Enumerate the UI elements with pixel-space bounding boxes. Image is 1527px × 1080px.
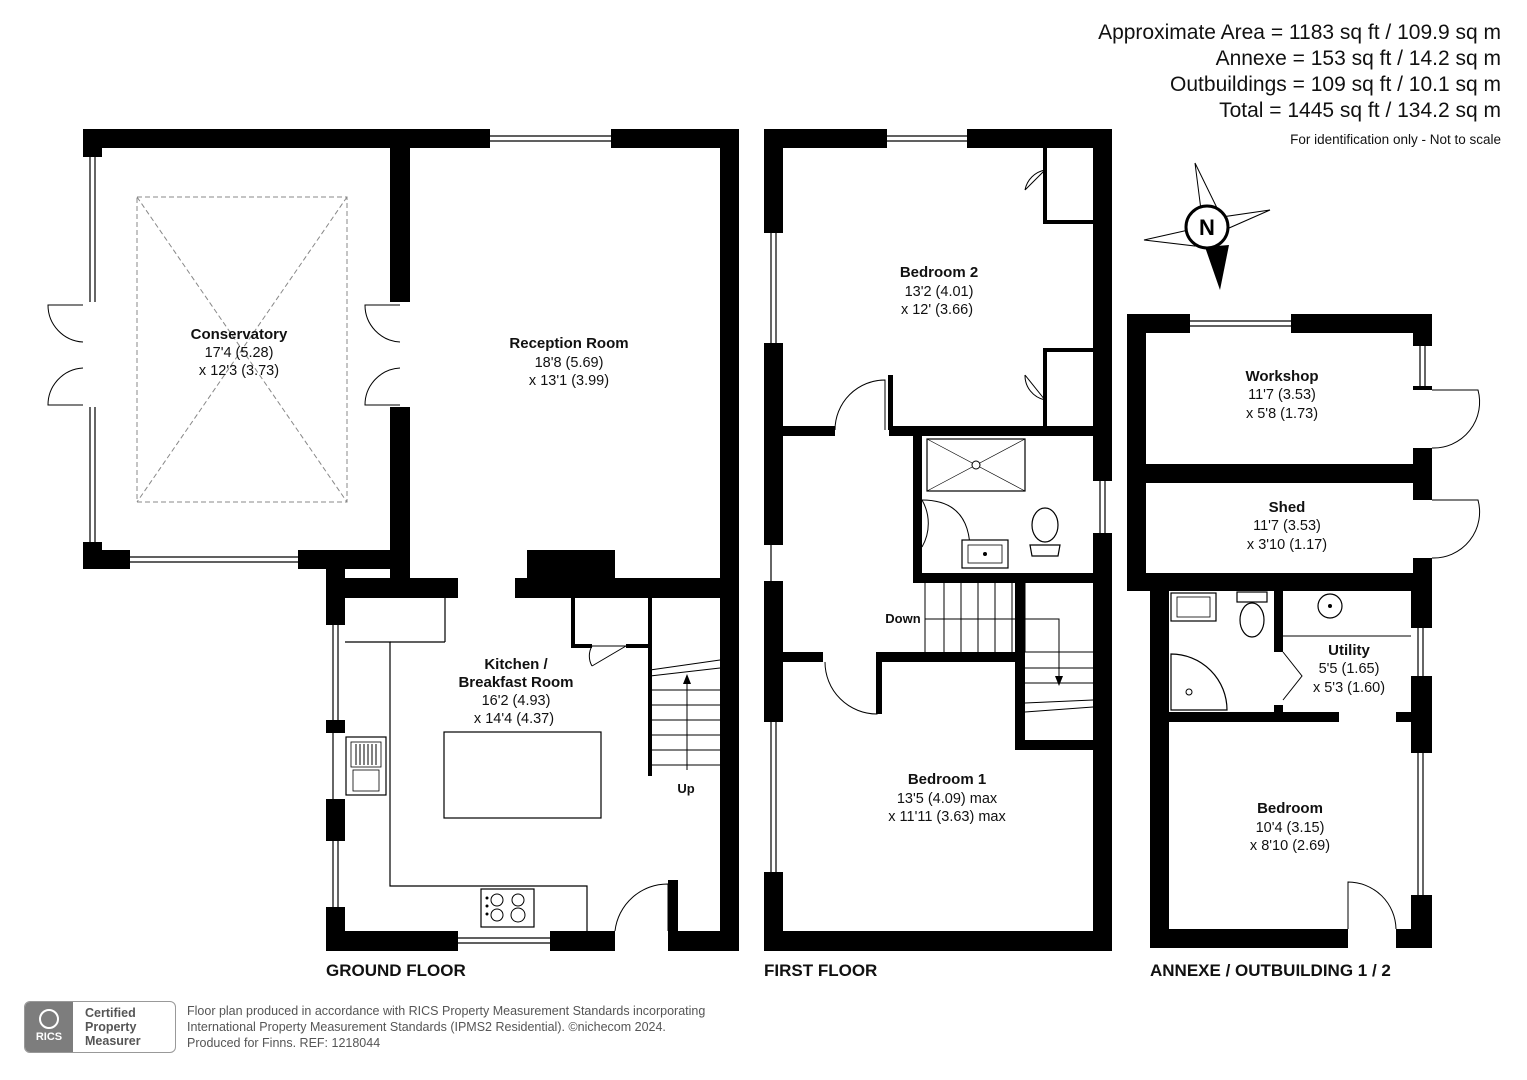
first-floor-title: FIRST FLOOR [764,961,878,980]
ground-stairs [650,598,720,776]
utility-dim2: x 5'3 (1.60) [1312,680,1386,696]
toilet-icon [1030,508,1060,556]
hob-icon [481,889,534,927]
bedroom1-dim2: x 11'11 (3.63) max [888,809,1006,825]
ground-floor-title: GROUND FLOOR [326,961,466,980]
rics-logo [25,1002,73,1052]
workshop-dim1: 11'7 (3.53) [1248,387,1316,403]
total-area: Total = 1445 sq ft / 134.2 sq m [1219,99,1501,122]
bedroom1-dim1: 13'5 (4.09) max [896,791,998,807]
badge-line3: Measurer [85,1034,141,1048]
utility-name: Utility [1328,642,1370,659]
outbuildings-area: Outbuildings = 109 sq ft / 10.1 sq m [1170,73,1501,96]
shed-dim1: 11'7 (3.53) [1253,518,1321,534]
annexe-shower-icon [1171,654,1227,710]
badge-line2: Property [85,1020,137,1034]
footer-line2: International Property Measurement Standards (IPMS2 Residential). ©nichecom 2024. [187,1020,666,1034]
conservatory-dim2: x 12'3 (3.73) [198,363,280,379]
kitchen-dim2: x 14'4 (4.37) [473,711,555,727]
basin-icon [962,540,1008,568]
badge-line1: Certified [85,1006,136,1020]
conservatory-name: Conservatory [190,326,288,343]
first-stairs [925,583,1093,712]
reception-name: Reception Room [509,335,629,352]
annexe-toilet-icon [1237,592,1267,637]
annexe-basin-icon [1171,593,1216,621]
shower-tray-icon [927,439,1025,491]
kitchen-dim1: 16'2 (4.93) [481,693,551,709]
compass-icon [1144,163,1270,290]
workshop-name: Workshop [1245,368,1319,385]
footer-line1: Floor plan produced in accordance with RICS Property Measurement Standards incorporating [187,1004,706,1018]
annexe-title: ANNEXE / OUTBUILDING 1 / 2 [1150,961,1391,980]
rics-logo-text: RICS [35,1031,63,1043]
annexe-bedroom-name: Bedroom [1257,800,1323,817]
globe-icon [39,1009,59,1029]
shed-name: Shed [1268,499,1306,516]
footer-line3: Produced for Finns. REF: 1218044 [187,1036,381,1050]
approximate-area: Approximate Area = 1183 sq ft / 109.9 sq m [1098,21,1501,44]
rics-badge [24,1001,176,1053]
rics-badge-text [85,1006,141,1048]
utility-dim1: 5'5 (1.65) [1318,661,1380,677]
shed-dim2: x 3'10 (1.17) [1246,537,1328,553]
annexe-bedroom-dim1: 10'4 (3.15) [1255,820,1325,836]
stairs-up-label: Up [677,781,695,796]
stairs-down-label: Down [885,611,921,626]
reception-dim2: x 13'1 (3.99) [528,373,610,389]
bedroom2-name: Bedroom 2 [899,264,979,281]
conservatory-dim1: 17'4 (5.28) [204,345,274,361]
utility-sink-icon [1318,594,1342,618]
bedroom2-dim2: x 12' (3.66) [900,302,974,318]
kitchen-island [444,732,601,818]
annexe-bedroom-dim2: x 8'10 (2.69) [1249,838,1331,854]
first-floor-plan [764,129,1112,951]
footer-notice [187,1003,705,1051]
kitchen-name1: Kitchen / [484,656,548,673]
compass-label: N [1199,215,1215,240]
reception-dim1: 18'8 (5.69) [534,355,604,371]
kitchen-name2: Breakfast Room [458,674,574,691]
bedroom2-dim1: 13'2 (4.01) [904,284,974,300]
ground-floor-plan [48,129,739,951]
workshop-dim2: x 5'8 (1.73) [1245,406,1319,422]
bedroom1-name: Bedroom 1 [907,771,987,788]
annexe-area: Annexe = 153 sq ft / 14.2 sq m [1215,47,1501,70]
kitchen-sink-icon [346,737,386,795]
scale-note: For identification only - Not to scale [1290,132,1501,147]
